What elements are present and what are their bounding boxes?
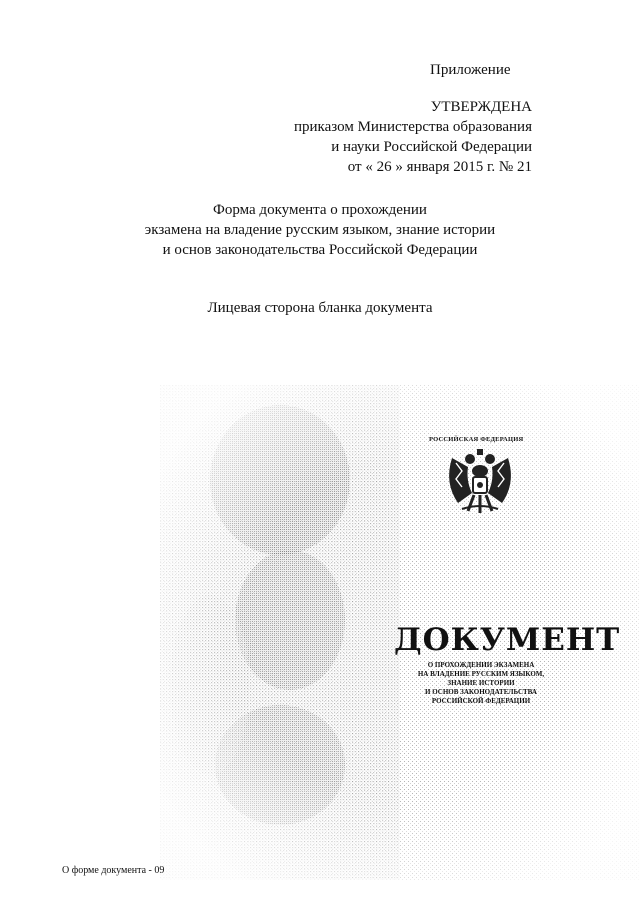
footer-note: О форме документа - 09 — [62, 865, 165, 876]
form-subtitle-line2: НА ВЛАДЕНИЕ РУССКИМ ЯЗЫКОМ, — [417, 670, 545, 678]
form-subtitle-line5: РОССИЙСКОЙ ФЕДЕРАЦИИ — [431, 697, 531, 705]
approval-order-line2: и науки Российской Федерации — [331, 139, 532, 155]
form-document-word: ДОКУМЕНТ — [394, 622, 621, 658]
approval-status: УТВЕРЖДЕНА — [430, 99, 532, 115]
title-line2: экзамена на владение русским языком, знание истории — [144, 222, 496, 238]
section-heading: Лицевая сторона бланка документа — [207, 300, 433, 316]
approval-block — [294, 97, 532, 177]
title-line3: и основ законодательства Российской Федерации — [162, 242, 478, 258]
form-subtitle — [396, 661, 566, 706]
form-subtitle-line3: ЗНАНИЕ ИСТОРИИ — [447, 679, 515, 687]
form-subtitle-line1: О ПРОХОЖДЕНИИ ЭКЗАМЕНА — [427, 661, 535, 669]
document-title — [140, 200, 500, 260]
appendix-label: Приложение — [430, 62, 511, 78]
form-country-label: РОССИЙСКАЯ ФЕДЕРАЦИЯ — [429, 436, 524, 443]
form-subtitle-line4: И ОСНОВ ЗАКОНОДАТЕЛЬСТВА — [425, 688, 537, 696]
approval-order-date: от « 26 » января 2015 г. № 21 — [347, 159, 532, 175]
approval-order-line1: приказом Министерства образования — [294, 119, 532, 135]
title-line1: Форма документа о прохождении — [213, 202, 427, 218]
